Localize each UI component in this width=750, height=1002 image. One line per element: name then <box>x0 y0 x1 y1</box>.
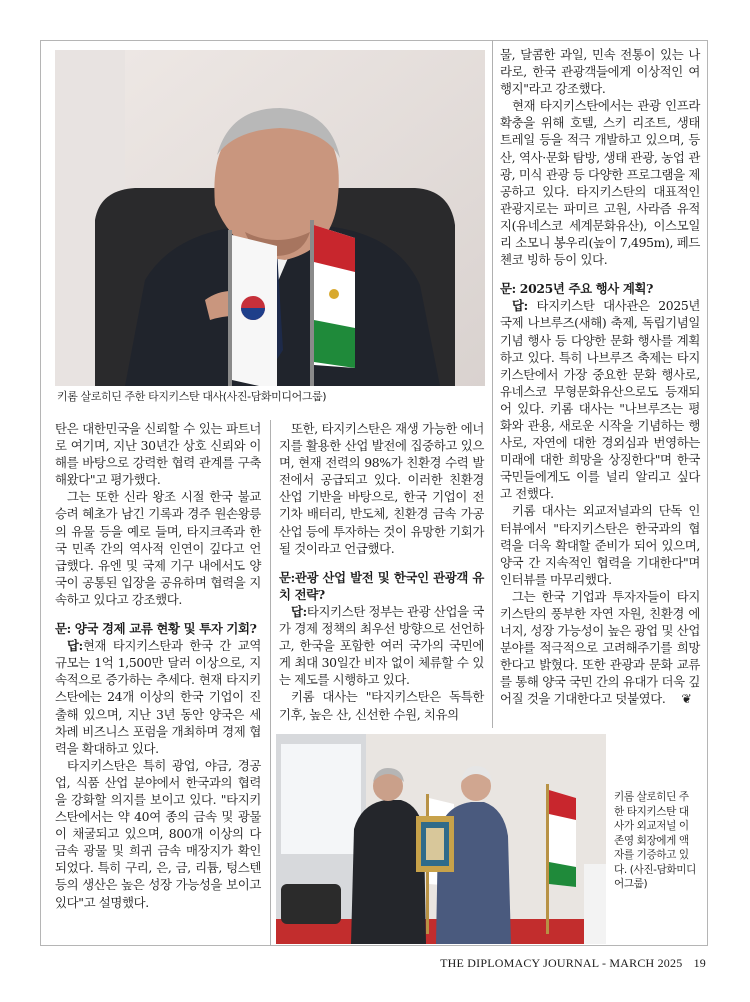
caption-line: 존영 회장에게 액 <box>614 834 689 847</box>
caption-line: 한 타지키스탄 대 <box>614 805 689 818</box>
gift-presentation-photo <box>276 734 606 944</box>
caption-line: 어그룹) <box>614 878 648 890</box>
paragraph: 키롬 대사는 외교저널과의 단독 인터뷰에서 "타지키스탄은 한국과의 협력을 더욱 확대할 준비가 되어 있으며, 양국 간 지속적인 협력을 기대한다"며 인터뷰를 마무리했다. <box>500 503 700 587</box>
answer-label: 답: <box>291 603 307 619</box>
gift-illustration <box>276 734 606 944</box>
bottom-photo-caption <box>614 790 706 892</box>
column-divider <box>492 40 493 728</box>
answer-text: 타지키스탄 대사관은 2025년 국제 나브루즈(새해) 축제, 독립기념일 기념 행사 등 다양한 문화 행사를 계획하고 있다. 특히 나브루즈 축제는 타지키스탄에서 가장 중요한 문화 행사로, 유네스코 무형문화유산으로도 등재되어 있다. 키롬 대사는 "나브루즈는 평화와 관용, 새로운 시작을 기념하는 행사로, 자연에 대한 경외심과 번영하는 미래에 대한 희망을 상징한다"며 한국 국민들에게도 이를 널리 알리고 싶다고 전했다. <box>500 298 700 502</box>
interview-answer <box>55 637 261 757</box>
paragraph <box>500 588 700 708</box>
caption-line: 다. (사진-담화미디 <box>614 863 696 876</box>
paragraph-text: 그는 한국 기업과 투자자들이 타지키스탄의 풍부한 자연 자원, 친환경 에너지, 성장 가능성이 높은 광업 및 산업 분야를 적극적으로 고려해주기를 희망한다고 밝혔다. 또한 관광과 문화 교류를 통해 양국 국민 간의 유대가 더욱 깊어질 것을 기대한다고 덧붙였다. <box>500 588 700 707</box>
end-mark-icon: ❦ <box>681 691 692 707</box>
paragraph: 물, 달콤한 과일, 민속 전통이 있는 나라로, 한국 관광객들에게 이상적인 여행지"라고 강조했다. <box>500 47 700 97</box>
article-column-1 <box>55 420 261 911</box>
caption-line: 사가 외교저널 이 <box>614 820 689 832</box>
page-number: 19 <box>693 956 706 970</box>
portrait-illustration <box>55 50 485 386</box>
paragraph: 또한, 타지키스탄은 재생 가능한 에너지를 활용한 산업 발전에 집중하고 있으며, 현재 전력의 98%가 친환경 수력 발전에서 공급되고 있다. 이러한 친환경 산업 기반을 바탕으로, 한국 기업이 전기차 배터리, 반도체, 친환경 금속 가공 산업 등에 투자하는 것이 유망한 기회가 될 것이라고 언급했다. <box>279 421 484 556</box>
caption-line: 키롬 살로히딘 주 <box>614 791 689 803</box>
top-photo-caption: 키롬 살로히딘 주한 타지키스탄 대사(사진-담화미디어그룹) <box>57 390 327 403</box>
caption-line: 자를 기증하고 있 <box>614 849 689 861</box>
page-footer <box>440 956 706 971</box>
paragraph: 탄은 대한민국을 신뢰할 수 있는 파트너로 여기며, 지난 30년간 상호 신뢰와 이해를 바탕으로 강력한 협력 관계를 구축해왔다"고 평가했다. <box>55 421 261 488</box>
column-divider <box>270 420 271 946</box>
interview-question: 문: 2025년 주요 행사 계획? <box>500 281 654 297</box>
interview-answer <box>279 603 484 688</box>
interview-question: 문: 양국 경제 교류 현황 및 투자 기회? <box>55 621 257 637</box>
paragraph: 타지키스탄은 특히 광업, 야금, 경공업, 식품 산업 분야에서 한국과의 협력을 강화할 의지를 보이고 있다. "타지키스탄에서는 약 40여 종의 금속 및 광물이 채굴되고 있으며, 800개 이상의 다금속 광물 및 희귀 금속 매장지가 확인되었다. 특히 구리, 은, 금, 리튬, 텅스텐 등의 생산은 높은 성장 가능성을 보이고 있다"고 설명했다. <box>55 757 261 910</box>
paragraph: 키롬 대사는 "타지키스탄은 독특한 기후, 높은 산, 신선한 수원, 치유의 <box>279 689 484 722</box>
paragraph: 현재 타지키스탄에서는 관광 인프라 확충을 위해 호텔, 스키 리조트, 생태 트레일 등을 적극 개발하고 있으며, 등산, 역사·문화 탐방, 생태 관광, 농업 관광, 미식 관광 등 다양한 프로그램을 제공하고 있다. 타지키스탄의 대표적인 관광지로는 파미르 고원, 사라즘 유적지(유네스코 세계문화유산), 이스모일리 소모니 봉우리(높이 7,495m), 페드첸코 빙하 등이 있다. <box>500 98 700 268</box>
article-column-2 <box>279 420 484 723</box>
article-column-3 <box>500 46 700 708</box>
ambassador-portrait-photo <box>55 50 485 386</box>
answer-label: 답: <box>512 298 528 314</box>
interview-answer <box>500 297 700 502</box>
journal-name: THE DIPLOMACY JOURNAL - MARCH 2025 <box>440 956 683 970</box>
interview-question: 문:관광 산업 발전 및 한국인 관광객 유치 전략? <box>279 569 484 602</box>
answer-label: 답: <box>67 638 83 654</box>
answer-text: 현재 타지키스탄과 한국 간 교역 규모는 1억 1,500만 달러 이상으로, 지속적으로 증가하는 추세다. 현재 타지키스탄에는 24개 이상의 한국 기업이 진출해 있으며, 지난 3년 동안 양국은 세 차례 비즈니스 포럼을 개최하며 경제 협력을 확대하고 있다. <box>55 638 261 756</box>
paragraph: 그는 또한 신라 왕조 시절 한국 불교 승려 혜초가 남긴 기록과 경주 원손왕릉의 유물 등을 예로 들며, 타지크족과 한국 민족 간의 역사적 인연이 깊다고 언급했다. 유엔 및 국제 기구 내에서도 양국이 공통된 입장을 공유하며 협력을 지속하고 있다고 강조했다. <box>55 489 261 607</box>
answer-text: 타지키스탄 정부는 관광 산업을 국가 경제 정책의 최우선 방향으로 선언하고, 한국을 포함한 여러 국가의 국민에게 최대 30일간 비자 없이 체류할 수 있는 제도를 시행하고 있다. <box>279 603 484 688</box>
